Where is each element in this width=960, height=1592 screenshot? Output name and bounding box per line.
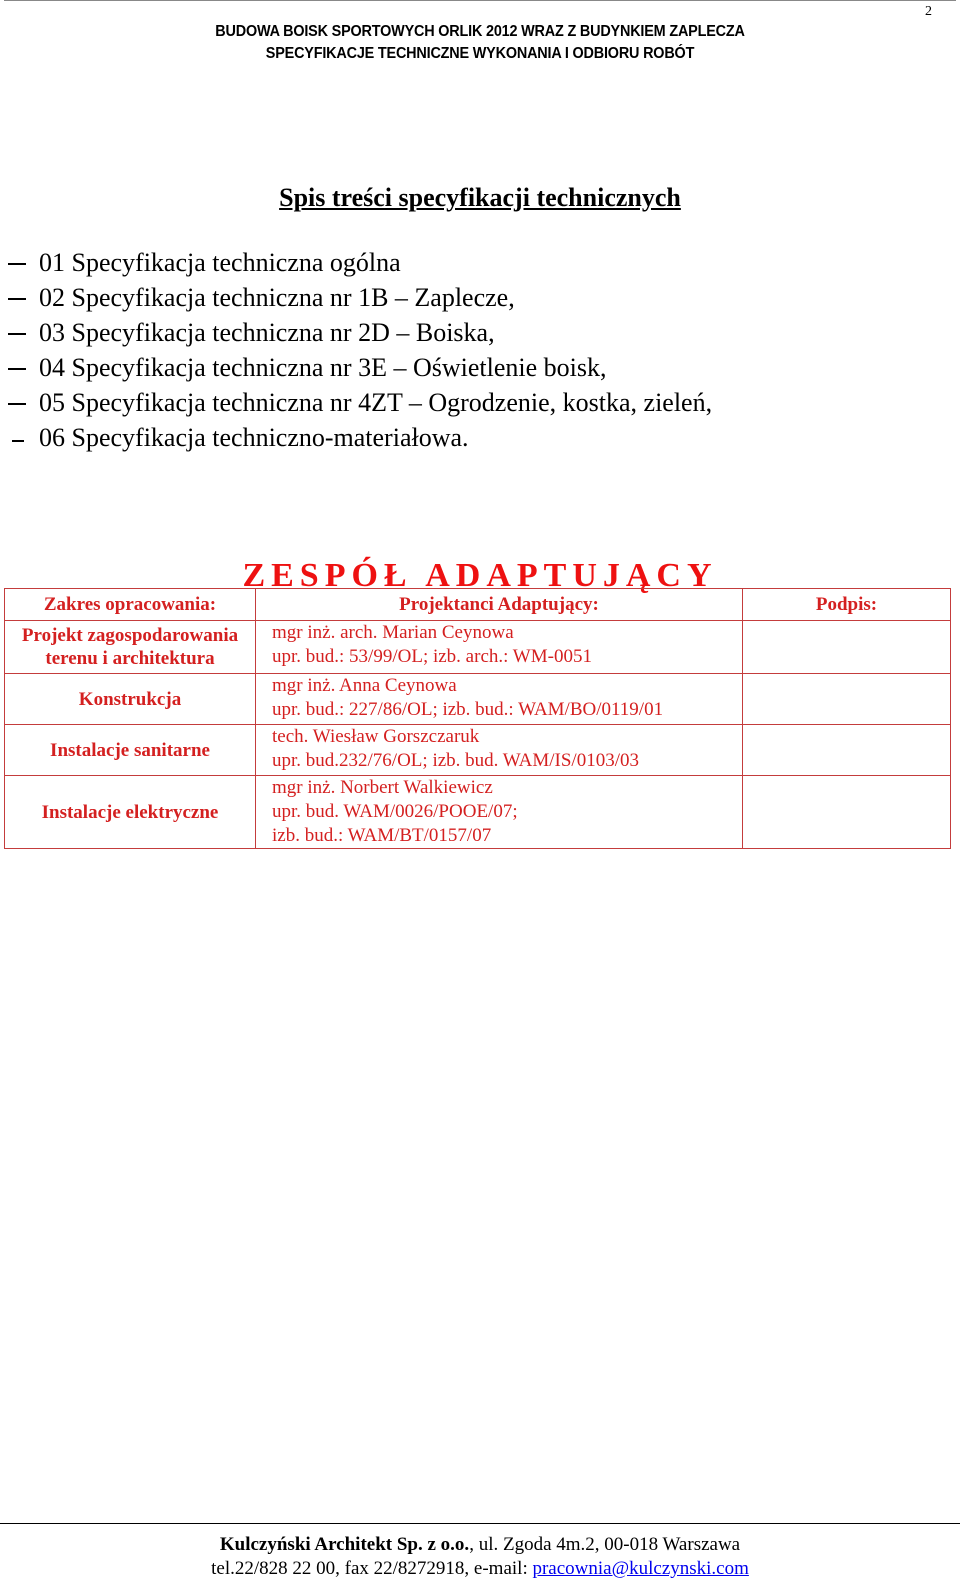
document-header-line1: BUDOWA BOISK SPORTOWYCH ORLIK 2012 WRAZ Z BUDYNKIEM ZAPLECZA [215, 23, 745, 40]
toc-item-text: 02 Specyfikacja techniczna nr 1B – Zaplecze, [39, 283, 515, 312]
designer-cell [256, 674, 743, 725]
signature-cell [743, 725, 951, 776]
scope-cell [5, 674, 256, 725]
page-number: 2 [925, 4, 932, 19]
dash-bullet-icon [8, 403, 26, 405]
designer-license: upr. bud. WAM/0026/POOE/07; [272, 801, 518, 822]
designer-cell [256, 621, 743, 674]
footer-company-line [0, 1534, 960, 1556]
table-row [5, 725, 951, 776]
scope-cell [5, 725, 256, 776]
toc-item-text: 04 Specyfikacja techniczna nr 3E – Oświetlenie boisk, [39, 353, 607, 382]
designer-name: tech. Wiesław Gorszczaruk [272, 726, 480, 747]
footer-company: Kulczyński Architekt Sp. z o.o. [219, 1534, 470, 1555]
toc-item-text: 06 Specyfikacja techniczno-materiałowa. [39, 423, 469, 452]
team-table [4, 588, 951, 849]
signature-cell [743, 674, 951, 725]
designer-cell [256, 776, 743, 849]
table-row [5, 776, 951, 849]
scope-text: Konstrukcja [78, 688, 182, 710]
page-top-rule [4, 0, 956, 1]
signature-cell [743, 776, 951, 849]
dash-bullet-icon [8, 333, 26, 335]
team-table-header-row [5, 589, 951, 621]
table-row [5, 621, 951, 674]
designer-license: upr. bud.: 227/86/OL; izb. bud.: WAM/BO/0119/01 [272, 699, 664, 720]
designer-name: mgr inż. Anna Ceynowa [272, 675, 457, 696]
scope-cell [5, 776, 256, 849]
designer-name: mgr inż. arch. Marian Ceynowa [272, 622, 514, 643]
dash-bullet-icon [8, 263, 26, 265]
toc-item-text: 03 Specyfikacja techniczna nr 2D – Boiska, [39, 318, 495, 347]
footer-rule [0, 1523, 960, 1524]
designer-license: izb. bud.: WAM/BT/0157/07 [272, 825, 492, 846]
dash-bullet-icon [12, 440, 24, 442]
scope-text: Instalacje elektryczne [41, 801, 219, 823]
scope-cell [5, 621, 256, 674]
toc-item-text: 05 Specyfikacja techniczna nr 4ZT – Ogrodzenie, kostka, zieleń, [39, 388, 713, 417]
designer-license: upr. bud.232/76/OL; izb. bud. WAM/IS/0103/03 [272, 750, 639, 771]
footer-email-link[interactable]: pracownia@kulczynski.com [532, 1558, 749, 1579]
toc-title: Spis treści specyfikacji technicznych [279, 183, 681, 212]
scope-text: terenu i architektura [45, 648, 215, 669]
team-title: ZESPÓŁ ADAPTUJĄCY [242, 557, 718, 594]
scope-text: Projekt zagospodarowania [21, 625, 239, 646]
designer-license: upr. bud.: 53/99/OL; izb. arch.: WM-0051 [272, 646, 592, 667]
dash-bullet-icon [8, 298, 26, 300]
document-header-line2: SPECYFIKACJE TECHNICZNE WYKONANIA I ODBIORU ROBÓT [265, 45, 695, 62]
signature-cell [743, 621, 951, 674]
designer-name: mgr inż. Norbert Walkiewicz [272, 777, 493, 798]
table-row [5, 674, 951, 725]
header-signature: Podpis: [743, 589, 951, 621]
footer-address: , ul. Zgoda 4m.2, 00-018 Warszawa [469, 1534, 741, 1555]
header-designers: Projektanci Adaptujący: [256, 589, 743, 621]
header-scope: Zakres opracowania: [5, 589, 256, 621]
designer-cell [256, 725, 743, 776]
footer-contact: tel.22/828 22 00, fax 22/8272918, e-mail: [211, 1558, 533, 1579]
footer-contact-line [0, 1558, 960, 1580]
toc-item-text: 01 Specyfikacja techniczna ogólna [39, 248, 401, 277]
dash-bullet-icon [8, 368, 26, 370]
scope-text: Instalacje sanitarne [50, 739, 210, 761]
